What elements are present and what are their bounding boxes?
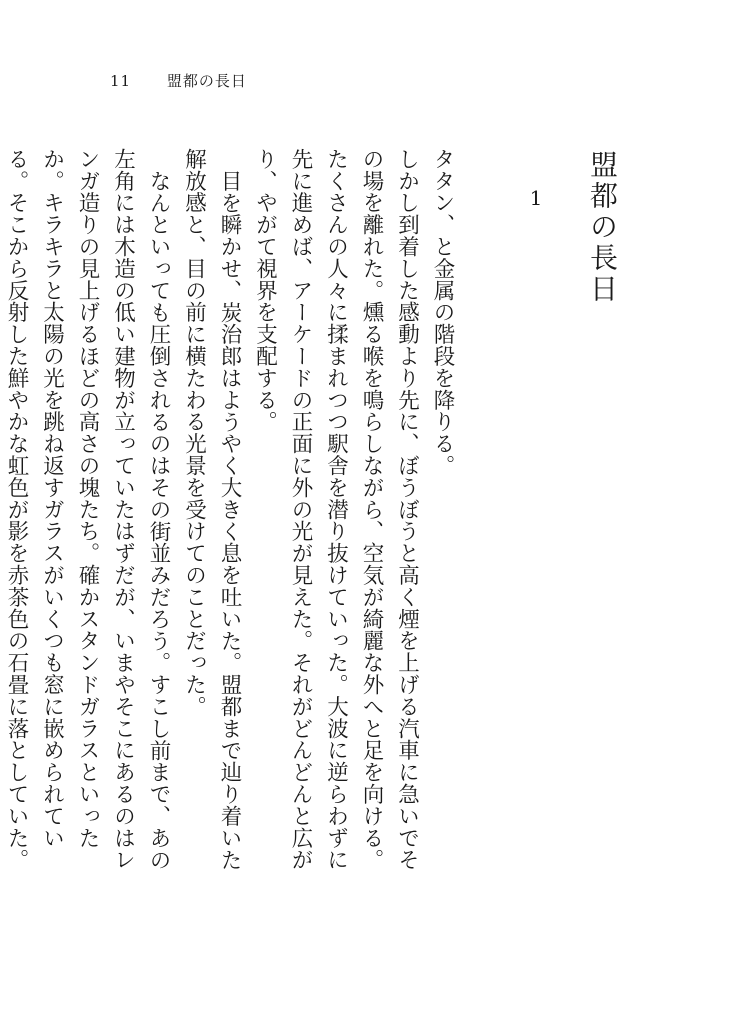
paragraph: 目を瞬かせ、炭治郎はようやく大きく息を吐いた。盟都まで辿り着いた解放感と、目の前に横たわる光景を受けてのことだった。 <box>181 148 242 871</box>
page-number: 11 <box>110 72 132 90</box>
chapter-number: 1 <box>524 186 548 210</box>
running-head-title: 盟都の長日 <box>166 72 247 90</box>
running-head <box>110 70 247 91</box>
paragraph: しかし到着した感動より先に、ぼうぼうと高く煙を上げる汽車に急いでその場を離れた。燻る喉を鳴らしながら、空気が綺麗な外へと足を向ける。たくさんの人々に揉まれつつ駅舎を潜り抜けていった。大波に逆らわずに先に進めば、アーケードの正面に外の光が見えた。それがどんどんと広がり、やがて視界を支配する。 <box>252 148 420 871</box>
chapter-title: 盟都の長日 <box>586 150 619 305</box>
paragraph: タタン、と金属の階段を降りる。 <box>430 148 455 477</box>
paragraph: なんといっても圧倒されるのはその街並みだろう。すこし前まで、あの左角には木造の低い建物が立っていたはずだが、いまやそこにあるのはレンガ造りの見上げるほどの高さの塊たち。確かスタンドガラスといったか。キラキラと太陽の光を跳ね返すガラスがいくつも窓に嵌められている。そこから反射した鮮やかな虹色が影を赤茶色の石畳に落としていた。 <box>4 148 171 871</box>
body-text <box>0 148 460 888</box>
